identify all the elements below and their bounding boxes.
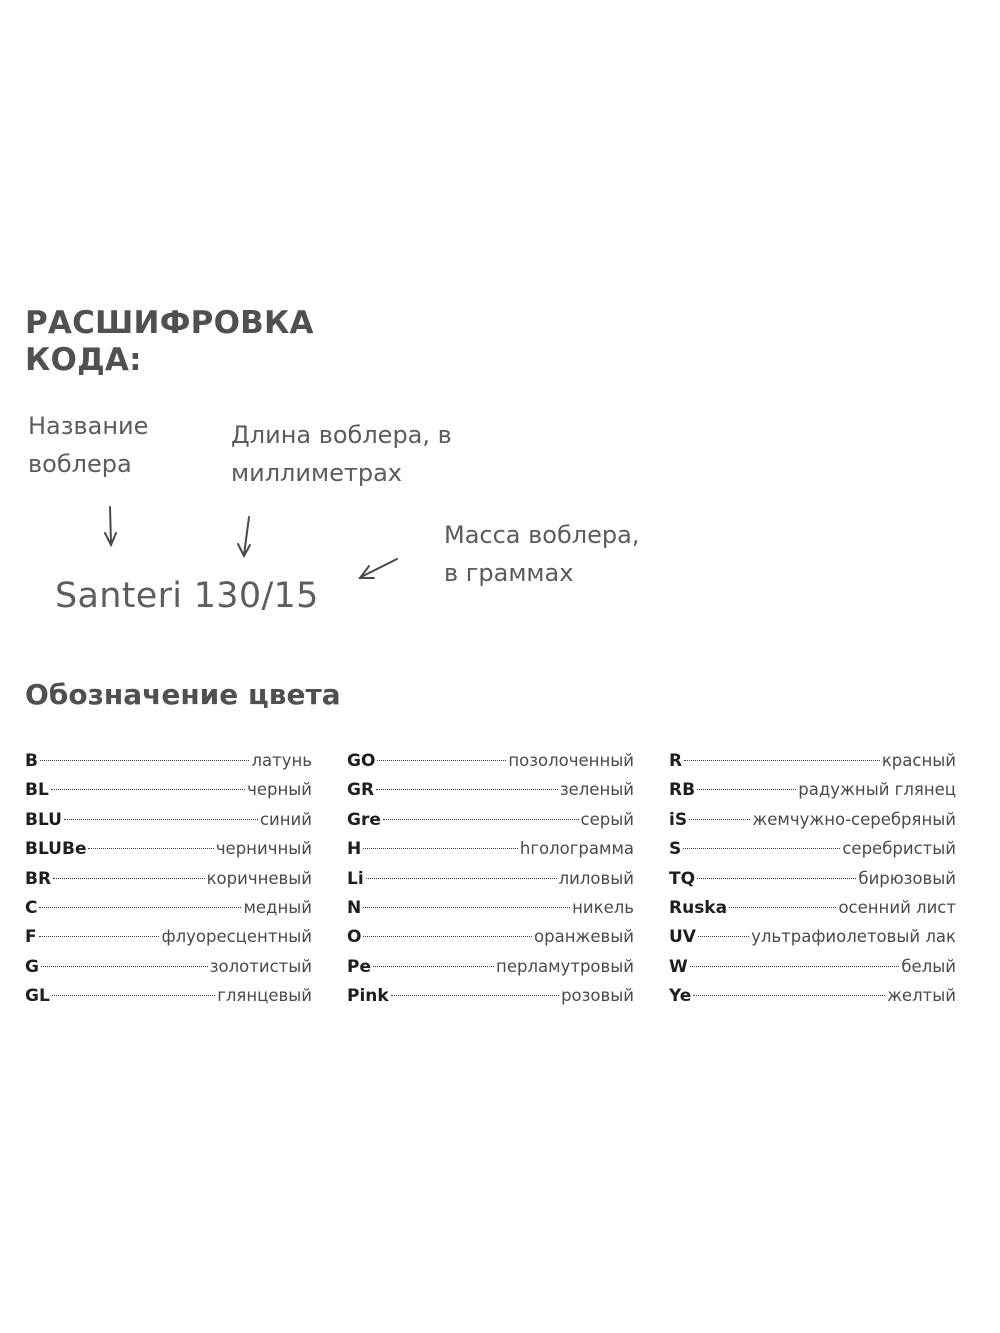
color-name: hголограмма bbox=[519, 839, 634, 859]
color-code: Li bbox=[347, 868, 364, 889]
legend-row bbox=[669, 922, 956, 951]
dotted-leader bbox=[39, 907, 241, 908]
legend-row bbox=[669, 952, 956, 981]
dotted-leader bbox=[391, 995, 559, 996]
dotted-leader bbox=[88, 848, 213, 849]
page-title-line-2: КОДА: bbox=[25, 342, 142, 378]
color-name: золотистый bbox=[209, 956, 312, 976]
legend-row bbox=[25, 893, 312, 922]
legend-row bbox=[25, 834, 312, 863]
color-code: G bbox=[25, 956, 39, 977]
legend-row bbox=[347, 981, 634, 1010]
color-name: никель bbox=[572, 897, 634, 917]
color-code: BLU bbox=[25, 809, 62, 830]
legend-row bbox=[669, 864, 956, 893]
color-name: бирюзовый bbox=[858, 868, 956, 888]
color-code: Ye bbox=[669, 986, 692, 1007]
color-code: BR bbox=[25, 868, 52, 889]
color-section-title: Обозначение цвета bbox=[25, 678, 341, 711]
dotted-leader bbox=[729, 907, 836, 908]
legend-row bbox=[25, 922, 312, 951]
dotted-leader bbox=[40, 760, 249, 761]
dotted-leader bbox=[64, 819, 258, 820]
legend-row bbox=[669, 805, 956, 834]
legend-row bbox=[669, 746, 956, 775]
legend-row bbox=[25, 981, 312, 1010]
wobbler-name-label-line-1: Название bbox=[28, 412, 149, 440]
color-name: синий bbox=[259, 809, 312, 829]
wobbler-mass-label-line-1: Масса воблера, bbox=[444, 521, 640, 549]
color-code: Ruska bbox=[669, 897, 728, 918]
legend-row bbox=[347, 805, 634, 834]
legend-row bbox=[347, 746, 634, 775]
legend-row bbox=[25, 775, 312, 804]
color-name: оранжевый bbox=[534, 927, 634, 947]
color-code: BLUBe bbox=[25, 839, 87, 860]
legend-row bbox=[25, 864, 312, 893]
color-code: H bbox=[347, 839, 362, 860]
color-name: черничный bbox=[215, 839, 312, 859]
color-name: жемчужно-серебряный bbox=[752, 809, 956, 829]
color-name: коричневый bbox=[206, 868, 312, 888]
color-name: медный bbox=[243, 897, 312, 917]
dotted-leader bbox=[366, 878, 557, 879]
color-name: розовый bbox=[561, 986, 634, 1006]
dotted-leader bbox=[689, 819, 750, 820]
color-code: F bbox=[25, 927, 37, 948]
legend-row bbox=[669, 775, 956, 804]
legend-row bbox=[347, 834, 634, 863]
legend-row bbox=[25, 746, 312, 775]
example-code: Santeri 130/15 bbox=[55, 576, 319, 616]
wobbler-name-label-line-2: воблера bbox=[28, 450, 132, 478]
color-code: C bbox=[25, 897, 38, 918]
dotted-leader bbox=[41, 966, 208, 967]
color-legend-column-3 bbox=[669, 746, 956, 1011]
color-name: ультрафиолетовый лак bbox=[751, 927, 956, 947]
dotted-leader bbox=[51, 789, 245, 790]
color-code: W bbox=[669, 956, 688, 977]
page-title-line-1: РАСШИФРОВКА bbox=[25, 305, 314, 341]
wobbler-length-label-line-2: миллиметрах bbox=[231, 459, 402, 487]
wobbler-mass-label-line-2: в граммах bbox=[444, 559, 574, 587]
color-name: радужный глянец bbox=[798, 780, 956, 800]
dotted-leader bbox=[698, 936, 749, 937]
legend-row bbox=[669, 893, 956, 922]
color-name: латунь bbox=[251, 751, 312, 770]
arrow-down-left-icon bbox=[360, 559, 397, 578]
legend-row bbox=[25, 805, 312, 834]
color-code: B bbox=[25, 751, 38, 771]
color-code: UV bbox=[669, 927, 696, 948]
color-legend-column-2 bbox=[347, 746, 634, 1011]
wobbler-length-label-line-1: Длина воблера, в bbox=[231, 421, 452, 449]
dotted-leader bbox=[683, 848, 840, 849]
legend-row bbox=[347, 775, 634, 804]
color-code: O bbox=[347, 927, 362, 948]
dotted-leader bbox=[373, 966, 494, 967]
color-name: серебристый bbox=[842, 839, 956, 859]
legend-row bbox=[25, 952, 312, 981]
color-name: флуоресцентный bbox=[161, 927, 312, 947]
color-name: перламутровый bbox=[496, 956, 634, 976]
dotted-leader bbox=[376, 789, 558, 790]
legend-row bbox=[347, 864, 634, 893]
dotted-leader bbox=[377, 760, 506, 761]
dotted-leader bbox=[697, 878, 856, 879]
color-name: черный bbox=[247, 780, 312, 800]
legend-row bbox=[347, 922, 634, 951]
dotted-leader bbox=[363, 848, 518, 849]
legend-row bbox=[669, 834, 956, 863]
color-name: позолоченный bbox=[508, 751, 634, 770]
dotted-leader bbox=[363, 936, 532, 937]
arrow-down-icon bbox=[238, 517, 250, 556]
color-name: серый bbox=[580, 809, 634, 829]
dotted-leader bbox=[53, 878, 205, 879]
color-code: R bbox=[669, 751, 683, 771]
color-name: зеленый bbox=[559, 780, 634, 800]
dotted-leader bbox=[693, 995, 885, 996]
color-legend-column-1 bbox=[25, 746, 312, 1011]
color-name: белый bbox=[901, 956, 956, 976]
color-code: GO bbox=[347, 751, 376, 771]
dotted-leader bbox=[697, 789, 796, 790]
legend-row bbox=[347, 893, 634, 922]
color-code: RB bbox=[669, 780, 696, 801]
legend-row bbox=[347, 952, 634, 981]
dotted-leader bbox=[363, 907, 570, 908]
color-name: осенний лист bbox=[838, 897, 956, 917]
color-code: GL bbox=[25, 986, 50, 1007]
color-code: Pink bbox=[347, 986, 389, 1007]
dotted-leader bbox=[383, 819, 579, 820]
color-name: желтый bbox=[887, 986, 956, 1006]
color-code: Pe bbox=[347, 956, 371, 977]
legend-row bbox=[669, 981, 956, 1010]
color-code: GR bbox=[347, 780, 375, 801]
color-code: TQ bbox=[669, 868, 696, 889]
color-code: BL bbox=[25, 780, 49, 801]
dotted-leader bbox=[39, 936, 160, 937]
color-code: iS bbox=[669, 809, 688, 830]
dotted-leader bbox=[52, 995, 215, 996]
color-code: N bbox=[347, 897, 362, 918]
arrow-down-icon bbox=[105, 507, 116, 545]
color-code: S bbox=[669, 839, 682, 860]
color-name: красный bbox=[881, 751, 956, 770]
color-name: лиловый bbox=[558, 868, 634, 888]
dotted-leader bbox=[684, 760, 880, 761]
color-code: Gre bbox=[347, 809, 381, 830]
color-name: глянцевый bbox=[217, 986, 312, 1006]
dotted-leader bbox=[690, 966, 900, 967]
